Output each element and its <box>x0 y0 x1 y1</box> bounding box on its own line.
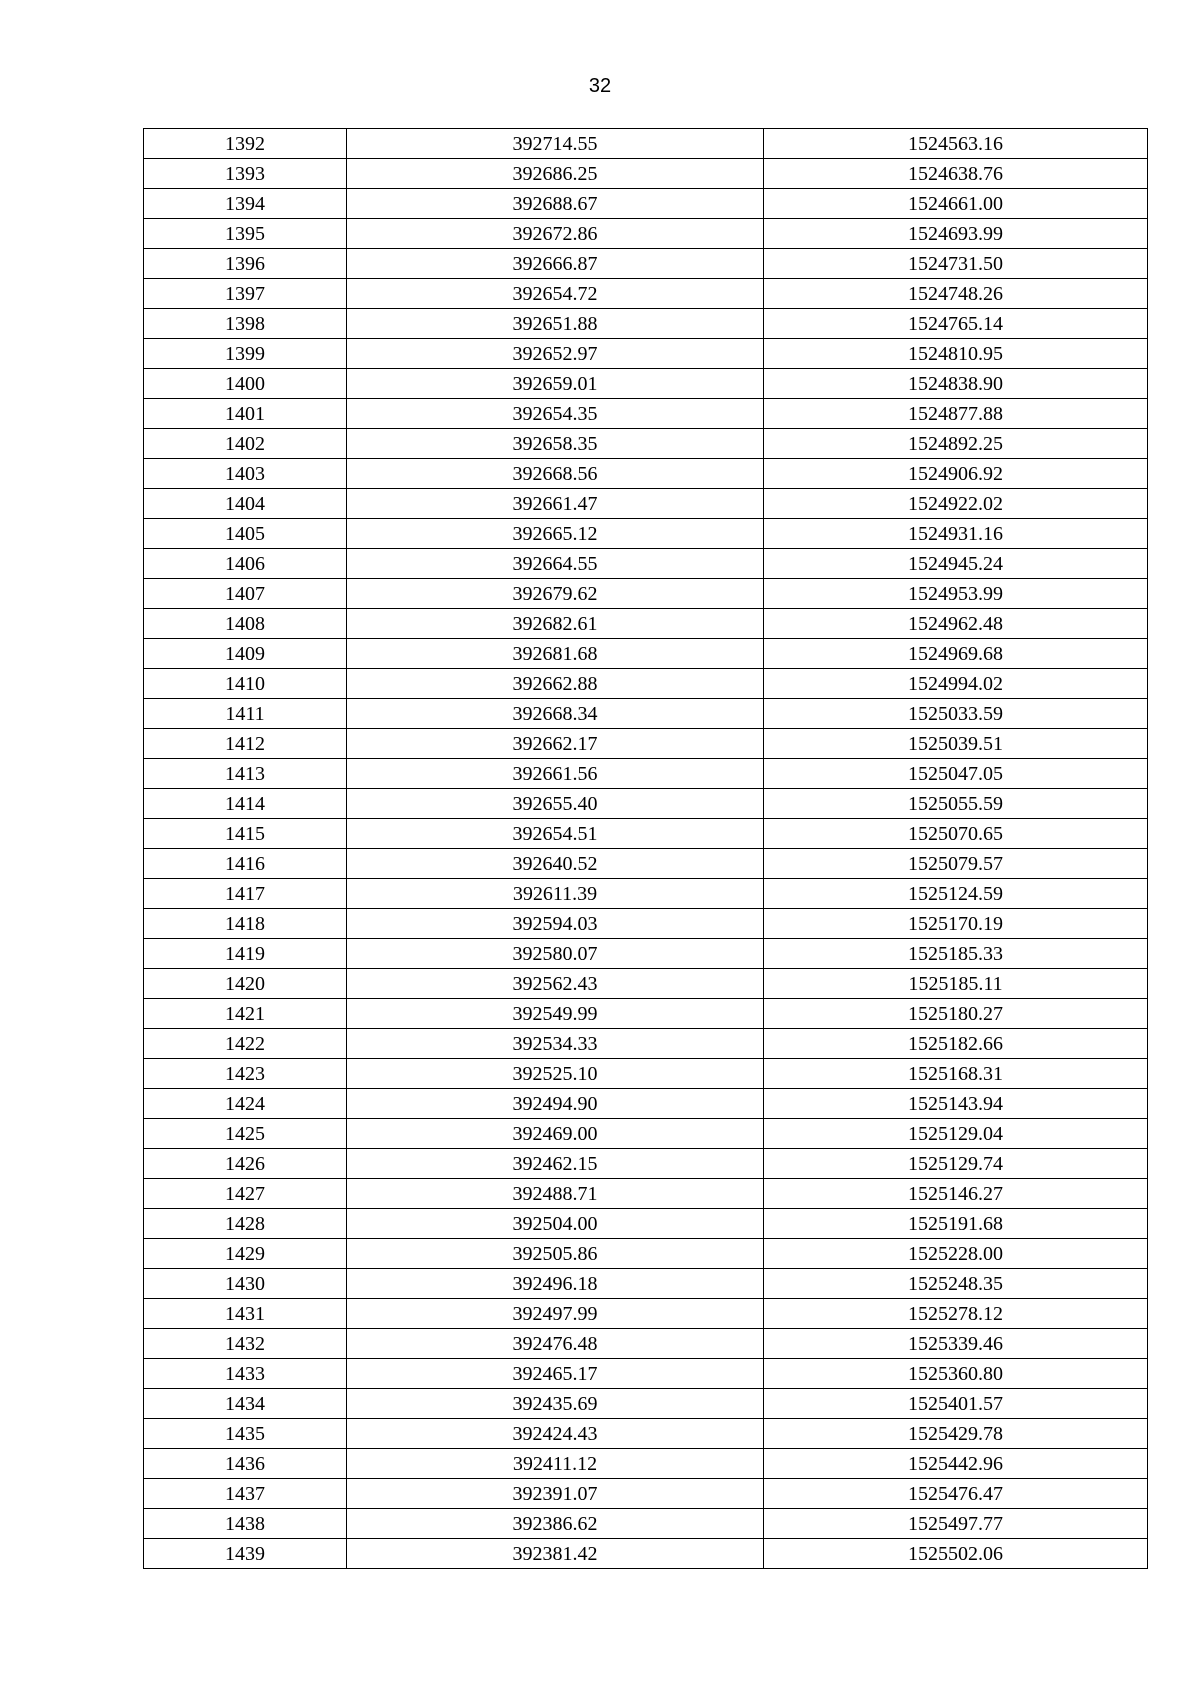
point-number-cell: 1433 <box>144 1359 347 1389</box>
point-number-cell: 1429 <box>144 1239 347 1269</box>
table-row <box>144 1299 1148 1329</box>
y-coordinate-cell: 1524638.76 <box>764 159 1148 189</box>
x-coordinate-cell: 392424.43 <box>347 1419 764 1449</box>
point-number-cell: 1413 <box>144 759 347 789</box>
x-coordinate-cell: 392549.99 <box>347 999 764 1029</box>
table-row <box>144 1119 1148 1149</box>
y-coordinate-cell: 1525429.78 <box>764 1419 1148 1449</box>
coordinates-table <box>143 128 1148 1569</box>
point-number-cell: 1396 <box>144 249 347 279</box>
point-number-cell: 1403 <box>144 459 347 489</box>
x-coordinate-cell: 392494.90 <box>347 1089 764 1119</box>
table-row <box>144 549 1148 579</box>
point-number-cell: 1405 <box>144 519 347 549</box>
table-row <box>144 1239 1148 1269</box>
y-coordinate-cell: 1524962.48 <box>764 609 1148 639</box>
x-coordinate-cell: 392469.00 <box>347 1119 764 1149</box>
y-coordinate-cell: 1524693.99 <box>764 219 1148 249</box>
point-number-cell: 1412 <box>144 729 347 759</box>
x-coordinate-cell: 392462.15 <box>347 1149 764 1179</box>
table-row <box>144 429 1148 459</box>
table-row <box>144 819 1148 849</box>
table-row <box>144 1449 1148 1479</box>
table-row <box>144 729 1148 759</box>
x-coordinate-cell: 392505.86 <box>347 1239 764 1269</box>
point-number-cell: 1422 <box>144 1029 347 1059</box>
point-number-cell: 1416 <box>144 849 347 879</box>
point-number-cell: 1427 <box>144 1179 347 1209</box>
table-row <box>144 369 1148 399</box>
y-coordinate-cell: 1525185.33 <box>764 939 1148 969</box>
table-row <box>144 219 1148 249</box>
point-number-cell: 1430 <box>144 1269 347 1299</box>
point-number-cell: 1420 <box>144 969 347 999</box>
table-row <box>144 1539 1148 1569</box>
page-number: 32 <box>588 75 612 97</box>
y-coordinate-cell: 1525129.74 <box>764 1149 1148 1179</box>
table-row <box>144 249 1148 279</box>
table-row <box>144 909 1148 939</box>
point-number-cell: 1394 <box>144 189 347 219</box>
y-coordinate-cell: 1524931.16 <box>764 519 1148 549</box>
y-coordinate-cell: 1524765.14 <box>764 309 1148 339</box>
point-number-cell: 1431 <box>144 1299 347 1329</box>
x-coordinate-cell: 392668.56 <box>347 459 764 489</box>
y-coordinate-cell: 1524994.02 <box>764 669 1148 699</box>
y-coordinate-cell: 1524810.95 <box>764 339 1148 369</box>
y-coordinate-cell: 1524661.00 <box>764 189 1148 219</box>
coordinates-table-body <box>144 129 1148 1569</box>
x-coordinate-cell: 392661.47 <box>347 489 764 519</box>
point-number-cell: 1415 <box>144 819 347 849</box>
table-row <box>144 1329 1148 1359</box>
table-row <box>144 1419 1148 1449</box>
point-number-cell: 1408 <box>144 609 347 639</box>
point-number-cell: 1402 <box>144 429 347 459</box>
x-coordinate-cell: 392562.43 <box>347 969 764 999</box>
x-coordinate-cell: 392666.87 <box>347 249 764 279</box>
table-row <box>144 699 1148 729</box>
x-coordinate-cell: 392496.18 <box>347 1269 764 1299</box>
y-coordinate-cell: 1525248.35 <box>764 1269 1148 1299</box>
point-number-cell: 1411 <box>144 699 347 729</box>
x-coordinate-cell: 392386.62 <box>347 1509 764 1539</box>
x-coordinate-cell: 392686.25 <box>347 159 764 189</box>
x-coordinate-cell: 392381.42 <box>347 1539 764 1569</box>
point-number-cell: 1401 <box>144 399 347 429</box>
y-coordinate-cell: 1524953.99 <box>764 579 1148 609</box>
point-number-cell: 1437 <box>144 1479 347 1509</box>
y-coordinate-cell: 1525442.96 <box>764 1449 1148 1479</box>
table-row <box>144 279 1148 309</box>
x-coordinate-cell: 392651.88 <box>347 309 764 339</box>
y-coordinate-cell: 1525124.59 <box>764 879 1148 909</box>
table-row <box>144 189 1148 219</box>
point-number-cell: 1397 <box>144 279 347 309</box>
table-row <box>144 1359 1148 1389</box>
x-coordinate-cell: 392659.01 <box>347 369 764 399</box>
table-row <box>144 519 1148 549</box>
point-number-cell: 1428 <box>144 1209 347 1239</box>
table-row <box>144 879 1148 909</box>
table-row <box>144 669 1148 699</box>
y-coordinate-cell: 1525039.51 <box>764 729 1148 759</box>
y-coordinate-cell: 1525360.80 <box>764 1359 1148 1389</box>
y-coordinate-cell: 1525401.57 <box>764 1389 1148 1419</box>
x-coordinate-cell: 392682.61 <box>347 609 764 639</box>
table-row <box>144 399 1148 429</box>
table-row <box>144 459 1148 489</box>
y-coordinate-cell: 1525146.27 <box>764 1179 1148 1209</box>
table-row <box>144 489 1148 519</box>
y-coordinate-cell: 1525129.04 <box>764 1119 1148 1149</box>
table-row <box>144 939 1148 969</box>
x-coordinate-cell: 392476.48 <box>347 1329 764 1359</box>
x-coordinate-cell: 392580.07 <box>347 939 764 969</box>
x-coordinate-cell: 392504.00 <box>347 1209 764 1239</box>
y-coordinate-cell: 1525191.68 <box>764 1209 1148 1239</box>
x-coordinate-cell: 392658.35 <box>347 429 764 459</box>
y-coordinate-cell: 1524906.92 <box>764 459 1148 489</box>
table-row <box>144 789 1148 819</box>
table-row <box>144 1509 1148 1539</box>
y-coordinate-cell: 1524969.68 <box>764 639 1148 669</box>
table-row <box>144 1479 1148 1509</box>
table-row <box>144 1029 1148 1059</box>
point-number-cell: 1421 <box>144 999 347 1029</box>
point-number-cell: 1426 <box>144 1149 347 1179</box>
y-coordinate-cell: 1525079.57 <box>764 849 1148 879</box>
y-coordinate-cell: 1525476.47 <box>764 1479 1148 1509</box>
table-row <box>144 1149 1148 1179</box>
y-coordinate-cell: 1525339.46 <box>764 1329 1148 1359</box>
y-coordinate-cell: 1524892.25 <box>764 429 1148 459</box>
table-row <box>144 639 1148 669</box>
point-number-cell: 1425 <box>144 1119 347 1149</box>
x-coordinate-cell: 392668.34 <box>347 699 764 729</box>
x-coordinate-cell: 392411.12 <box>347 1449 764 1479</box>
table-row <box>144 849 1148 879</box>
table-row <box>144 1059 1148 1089</box>
x-coordinate-cell: 392654.35 <box>347 399 764 429</box>
table-row <box>144 159 1148 189</box>
table-row <box>144 969 1148 999</box>
x-coordinate-cell: 392679.62 <box>347 579 764 609</box>
point-number-cell: 1393 <box>144 159 347 189</box>
point-number-cell: 1404 <box>144 489 347 519</box>
table-row <box>144 1179 1148 1209</box>
point-number-cell: 1439 <box>144 1539 347 1569</box>
point-number-cell: 1406 <box>144 549 347 579</box>
point-number-cell: 1419 <box>144 939 347 969</box>
y-coordinate-cell: 1525047.05 <box>764 759 1148 789</box>
y-coordinate-cell: 1525170.19 <box>764 909 1148 939</box>
y-coordinate-cell: 1525055.59 <box>764 789 1148 819</box>
point-number-cell: 1400 <box>144 369 347 399</box>
y-coordinate-cell: 1524838.90 <box>764 369 1148 399</box>
x-coordinate-cell: 392664.55 <box>347 549 764 579</box>
y-coordinate-cell: 1525185.11 <box>764 969 1148 999</box>
x-coordinate-cell: 392655.40 <box>347 789 764 819</box>
table-row <box>144 609 1148 639</box>
y-coordinate-cell: 1525502.06 <box>764 1539 1148 1569</box>
point-number-cell: 1407 <box>144 579 347 609</box>
x-coordinate-cell: 392497.99 <box>347 1299 764 1329</box>
point-number-cell: 1436 <box>144 1449 347 1479</box>
x-coordinate-cell: 392391.07 <box>347 1479 764 1509</box>
y-coordinate-cell: 1525033.59 <box>764 699 1148 729</box>
x-coordinate-cell: 392714.55 <box>347 129 764 159</box>
y-coordinate-cell: 1524748.26 <box>764 279 1148 309</box>
point-number-cell: 1398 <box>144 309 347 339</box>
point-number-cell: 1409 <box>144 639 347 669</box>
x-coordinate-cell: 392435.69 <box>347 1389 764 1419</box>
point-number-cell: 1417 <box>144 879 347 909</box>
x-coordinate-cell: 392681.68 <box>347 639 764 669</box>
x-coordinate-cell: 392662.17 <box>347 729 764 759</box>
x-coordinate-cell: 392525.10 <box>347 1059 764 1089</box>
y-coordinate-cell: 1524945.24 <box>764 549 1148 579</box>
y-coordinate-cell: 1524877.88 <box>764 399 1148 429</box>
y-coordinate-cell: 1525070.65 <box>764 819 1148 849</box>
table-row <box>144 579 1148 609</box>
table-row <box>144 1389 1148 1419</box>
y-coordinate-cell: 1524922.02 <box>764 489 1148 519</box>
y-coordinate-cell: 1525228.00 <box>764 1239 1148 1269</box>
x-coordinate-cell: 392465.17 <box>347 1359 764 1389</box>
x-coordinate-cell: 392594.03 <box>347 909 764 939</box>
x-coordinate-cell: 392611.39 <box>347 879 764 909</box>
point-number-cell: 1414 <box>144 789 347 819</box>
x-coordinate-cell: 392534.33 <box>347 1029 764 1059</box>
point-number-cell: 1435 <box>144 1419 347 1449</box>
point-number-cell: 1424 <box>144 1089 347 1119</box>
point-number-cell: 1392 <box>144 129 347 159</box>
x-coordinate-cell: 392654.72 <box>347 279 764 309</box>
point-number-cell: 1418 <box>144 909 347 939</box>
x-coordinate-cell: 392661.56 <box>347 759 764 789</box>
y-coordinate-cell: 1524563.16 <box>764 129 1148 159</box>
table-row <box>144 1209 1148 1239</box>
x-coordinate-cell: 392662.88 <box>347 669 764 699</box>
table-row <box>144 1089 1148 1119</box>
y-coordinate-cell: 1525180.27 <box>764 999 1148 1029</box>
point-number-cell: 1438 <box>144 1509 347 1539</box>
x-coordinate-cell: 392488.71 <box>347 1179 764 1209</box>
point-number-cell: 1432 <box>144 1329 347 1359</box>
point-number-cell: 1434 <box>144 1389 347 1419</box>
x-coordinate-cell: 392665.12 <box>347 519 764 549</box>
table-row <box>144 1269 1148 1299</box>
table-row <box>144 759 1148 789</box>
table-row <box>144 129 1148 159</box>
table-row <box>144 999 1148 1029</box>
point-number-cell: 1399 <box>144 339 347 369</box>
table-row <box>144 309 1148 339</box>
x-coordinate-cell: 392654.51 <box>347 819 764 849</box>
y-coordinate-cell: 1525168.31 <box>764 1059 1148 1089</box>
x-coordinate-cell: 392688.67 <box>347 189 764 219</box>
x-coordinate-cell: 392652.97 <box>347 339 764 369</box>
x-coordinate-cell: 392672.86 <box>347 219 764 249</box>
y-coordinate-cell: 1525143.94 <box>764 1089 1148 1119</box>
table-row <box>144 339 1148 369</box>
point-number-cell: 1395 <box>144 219 347 249</box>
point-number-cell: 1410 <box>144 669 347 699</box>
x-coordinate-cell: 392640.52 <box>347 849 764 879</box>
point-number-cell: 1423 <box>144 1059 347 1089</box>
y-coordinate-cell: 1525182.66 <box>764 1029 1148 1059</box>
y-coordinate-cell: 1525497.77 <box>764 1509 1148 1539</box>
y-coordinate-cell: 1525278.12 <box>764 1299 1148 1329</box>
y-coordinate-cell: 1524731.50 <box>764 249 1148 279</box>
